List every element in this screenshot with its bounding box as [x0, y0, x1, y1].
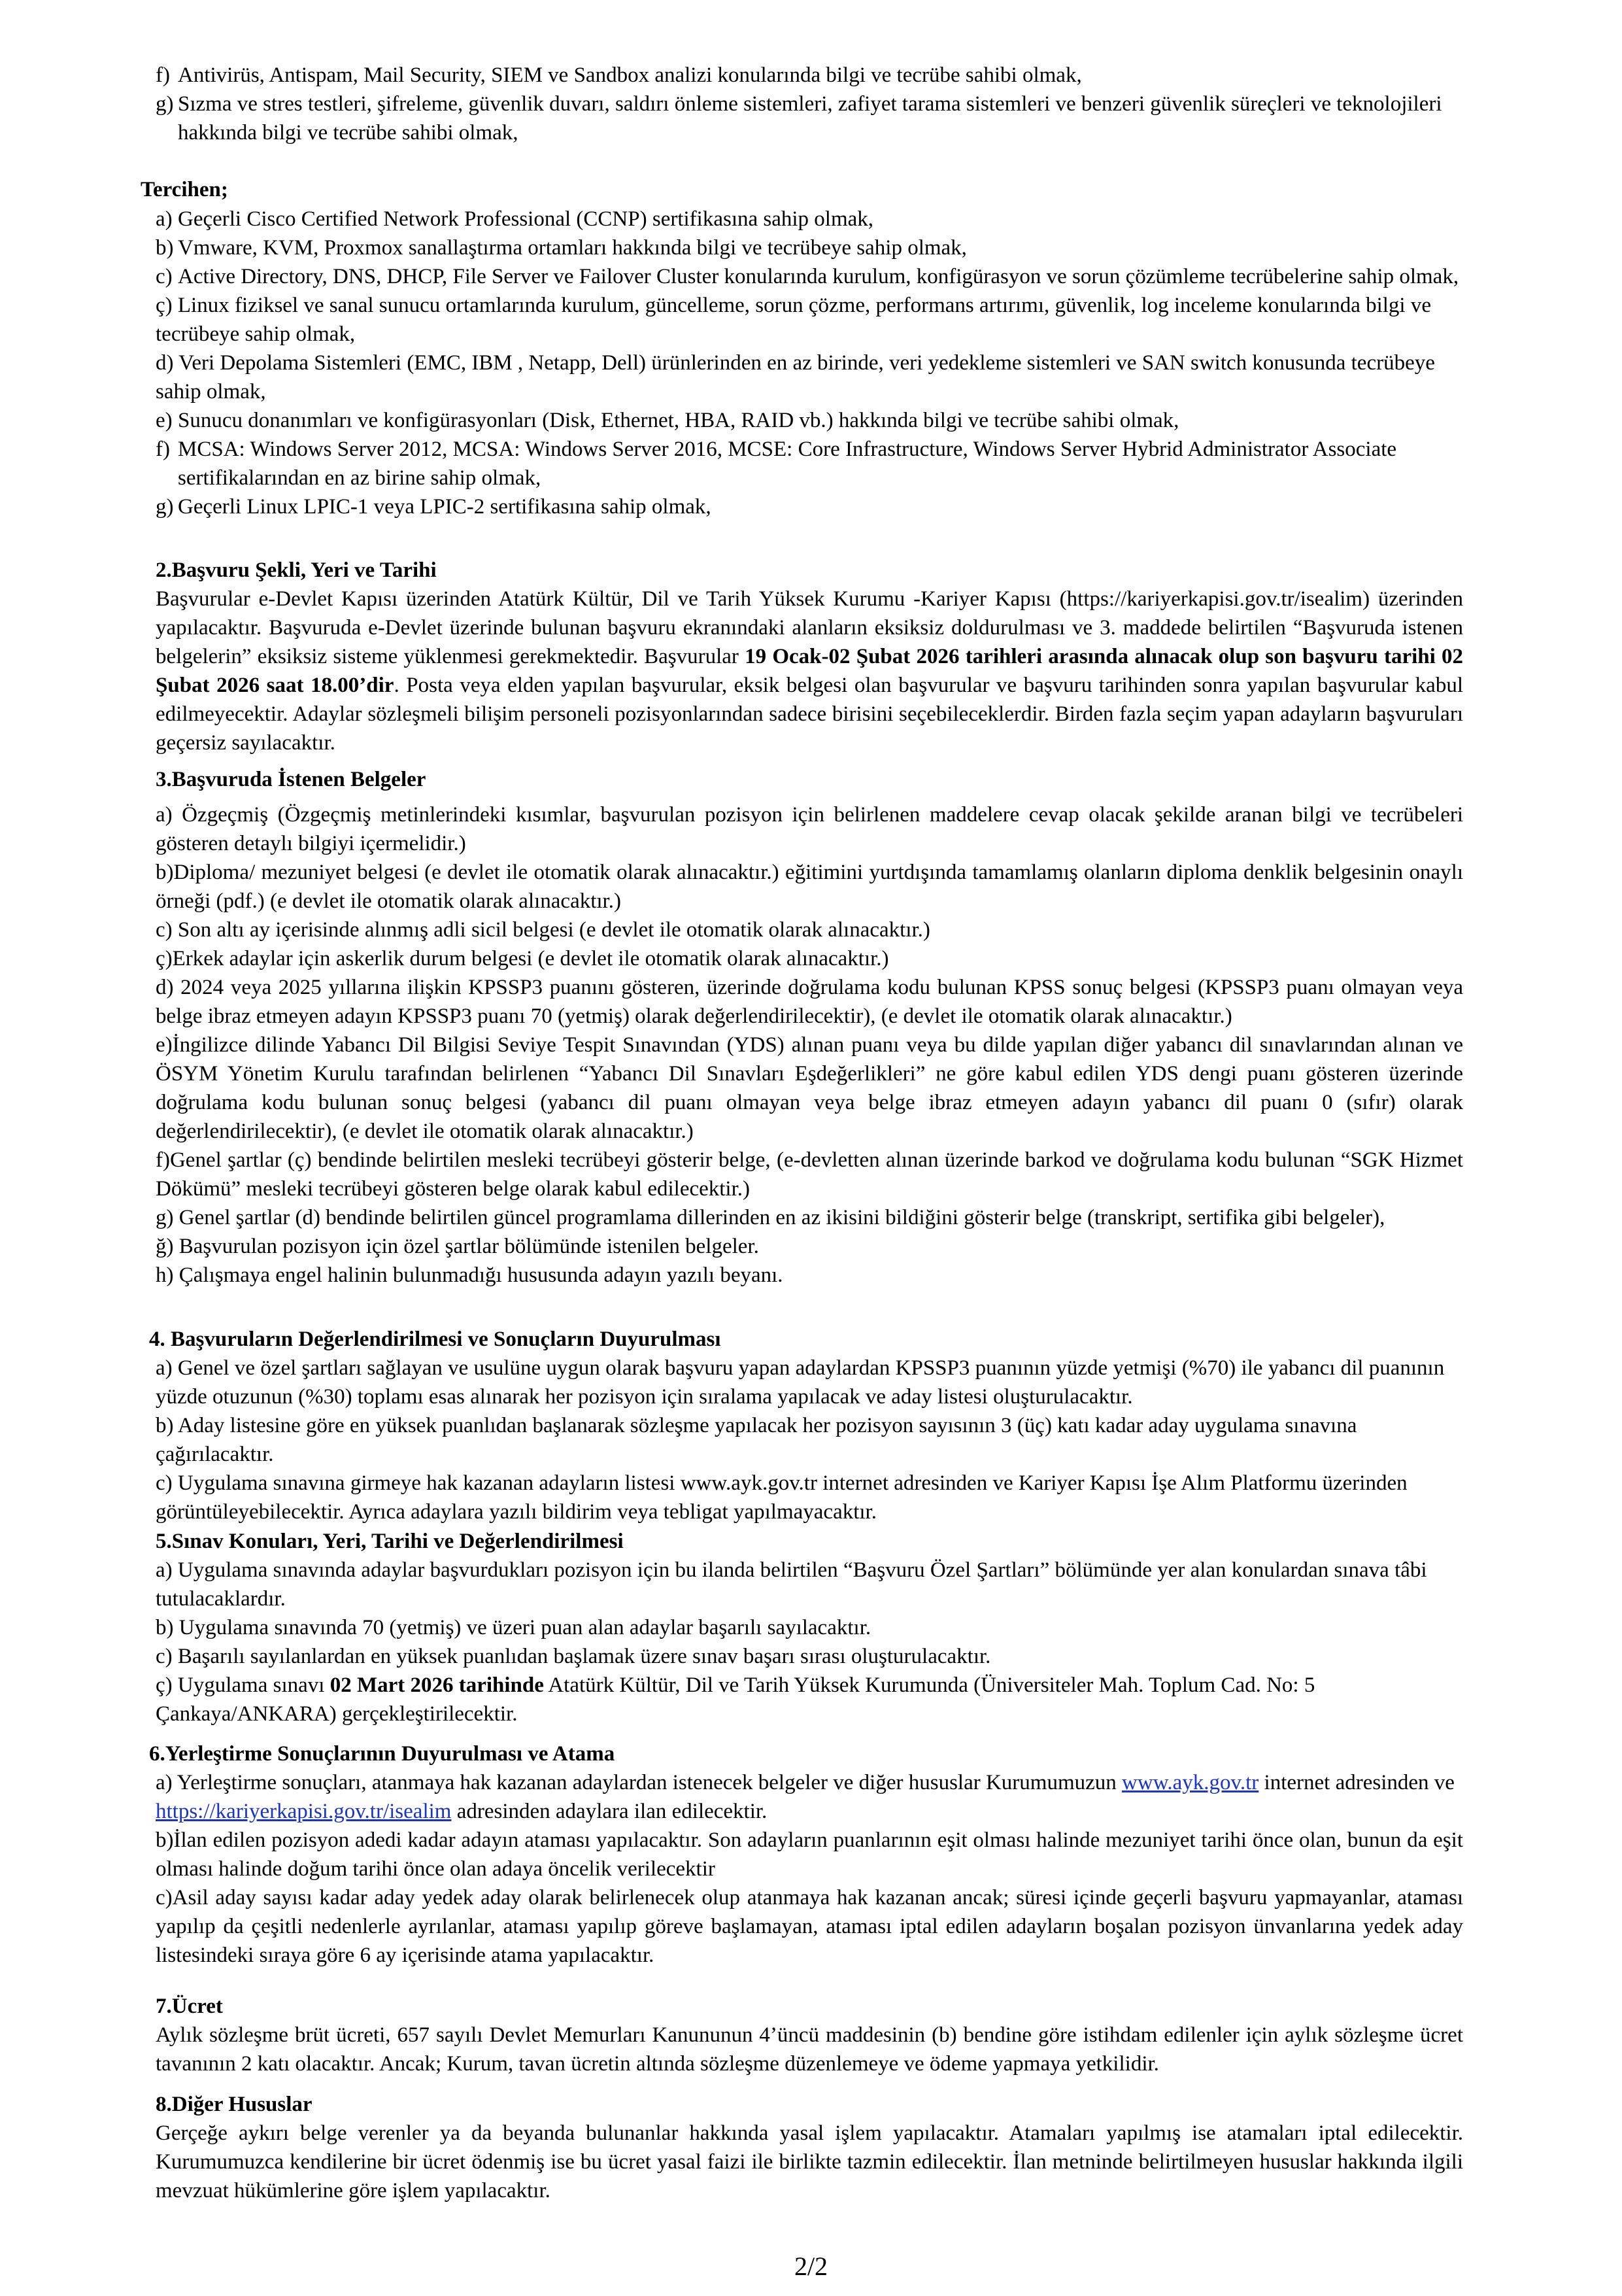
list-item: ç)Erkek adaylar için askerlik durum belgesi (e devlet ile otomatik olarak alınacaktır.) [156, 947, 889, 970]
list-item: f) MCSA: Windows Server 2012, MCSA: Windows Server 2016, MCSE: Core Infrastructure, Windows Server Hybrid Administrator Associate sertifikalarından en az birine sahip olmak, [156, 437, 1397, 490]
list-item: a) Özgeçmiş (Özgeçmiş metinlerindeki kısımlar, başvurulan pozisyon için belirlenen maddelere cevap olacak şekilde aranan bilgi ve tecrübeleri gösteren detaylı bilgiyi içermelidir.) [156, 803, 1463, 855]
list-item: f)Genel şartlar (ç) bendinde belirtilen mesleki tecrübeyi gösterir belge, (e-devletten alınan üzerinde barkod ve doğrulama kodu bulunan “SGK Hizmet Dökümü” mesleki tecrübeyi gösteren belge olarak kabul edilecektir.) [156, 1148, 1463, 1201]
preferred-list [156, 205, 1476, 521]
list-item: a) Uygulama sınavında adaylar başvurdukları pozisyon için bu ilanda belirtilen “Başvuru Özel Şartları” bölümünde yer alan konulardan sınava tâbi tutulacaklardır. [156, 1558, 1427, 1611]
list-item: c)Asil aday sayısı kadar aday yedek aday olarak belirlenecek olup atanmaya hak kazanan ancak; süresi içinde geçerli başvuru yapmayanlar, ataması yapılıp da çeşitli nedenlerle ayrılanlar, ataması yapılıp göreve başlamayan, ataması iptal edilen adayların boşalan pozisyon ünvanlarına yedek aday listesindeki sıraya göre 6 ay içerisinde atama yapılacaktır. [156, 1886, 1463, 1967]
list-item: ç) Linux fiziksel ve sanal sunucu ortamlarında kurulum, güncelleme, sorun çözme, performans artırımı, güvenlik, log inceleme konularında bilgi ve tecrübeye sahip olmak, [156, 294, 1432, 346]
section-6-body [156, 1768, 1463, 1970]
section-8-heading: 8.Diğer Hususlar [156, 2093, 313, 2116]
application-dates: 19 Ocak-02 Şubat 2026 tarihleri arasında alınacak olup son başvuru tarihi 02 Şubat 2026 saat 18.00’dir [156, 645, 1463, 697]
list-item: d) Veri Depolama Sistemleri (EMC, IBM , Netapp, Dell) ürünlerinden en az birinde, veri yedekleme sistemleri ve SAN switch konusunda tecrübeye sahip olmak, [156, 351, 1435, 403]
list-item: a) Genel ve özel şartları sağlayan ve usulüne uygun olarak başvuru yapan adaylardan KPSSP3 puanının yüzde yetmişi (%70) ile yabancı dil puanının yüzde otuzunun (%30) toplamı esas alınarak her pozisyon için sıralama yapılacak ve aday listesi oluşturulacaktır. [156, 1356, 1445, 1409]
section-5-heading: 5.Sınav Konuları, Yeri, Tarihi ve Değerlendirilmesi [156, 1530, 624, 1553]
list-item: b) Vmware, KVM, Proxmox sanallaştırma ortamları hakkında bilgi ve tecrübeye sahip olmak, [156, 236, 967, 260]
kariyerkapisi-link[interactable]: https://kariyerkapisi.gov.tr/isealim [156, 1800, 452, 1823]
section-5-list [156, 1556, 1463, 1728]
section-4-heading: 4. Başvuruların Değerlendirilmesi ve Sonuçların Duyurulması [149, 1328, 721, 1351]
section-3-heading: 3.Başvuruda İstenen Belgeler [156, 768, 426, 791]
general-requirements-continued [156, 61, 1476, 147]
list-item: a) Yerleştirme sonuçları, atanmaya hak kazanan adaylardan istenecek belgeler ve diğer hususlar Kurumumuzun www.ayk.gov.tr internet adresinden ve https://kariyerkapisi.gov.tr/isealim adresinden adaylara ilan edilecektir. [156, 1771, 1455, 1823]
list-item: ğ) Başvurulan pozisyon için özel şartlar bölümünde istenilen belgeler. [156, 1235, 759, 1258]
list-item: c) Uygulama sınavına girmeye hak kazanan adayların listesi www.ayk.gov.tr internet adresinden ve Kariyer Kapısı İşe Alım Platformu üzerinden görüntüleyebilecektir. Ayrıca adaylara yazılı bildirim veya tebligat yapılmayacaktır. [156, 1471, 1408, 1524]
list-item: b) Aday listesine göre en yüksek puanlıdan başlanarak sözleşme yapılacak her pozisyon sayısının 3 (üç) katı kadar aday uygulama sınavına çağırılacaktır. [156, 1414, 1357, 1466]
ayk-website-link[interactable]: www.ayk.gov.tr [1122, 1771, 1259, 1794]
section-7-heading: 7.Ücret [156, 1995, 223, 2018]
section-2-body: Başvurular e-Devlet Kapısı üzerinden Atatürk Kültür, Dil ve Tarih Yüksek Kurumu -Kariyer Kapısı (https://kariyerkapisi.gov.tr/isealim) üzerinden yapılacaktır. Başvuruda e-Devlet üzerinde bulunan başvuru ekranındaki alanların eksiksiz doldurulması ve 3. maddede belirtilen “Başvuruda istenen belgelerin” eksiksiz sisteme yüklenmesi gerekmektedir. Başvurular 19 Ocak-02 Şubat 2026 tarihleri arasında alınacak olup son başvuru tarihi 02 Şubat 2026 saat 18.00’dir. Posta veya elden yapılan başvurular, eksik belgesi olan başvurular ve başvuru tarihinden sonra yapılan başvurular kabul edilmeyecektir. Adaylar sözleşmeli bilişim personeli pozisyonlarından sadece birisini seçebileceklerdir. Birden fazla seçim yapan adayların başvuruları geçersiz sayılacaktır. [156, 587, 1463, 755]
section-8-body: Gerçeğe aykırı belge verenler ya da beyanda bulunanlar hakkında yasal işlem yapılacaktır. Atamaları yapılmış ise atamaları iptal edilecektir. Kurumumuzca kendilerine bir ücret ödenmiş ise bu ücret yasal faizi ile birlikte tazmin edilecektir. İlan metninde belirtilmeyen hususlar hakkında ilgili mevzuat hükümlerine göre işlem yapılacaktır. [156, 2121, 1463, 2202]
section-7-body: Aylık sözleşme brüt ücreti, 657 sayılı Devlet Memurları Kanununun 4’üncü maddesinin (b) bendine göre istihdam edilenler için aylık sözleşme ücret tavanının 2 katı olacaktır. Ancak; Kurum, tavan ücretin altında sözleşme düzenlemeye ve ödeme yapmaya yetkilidir. [156, 2023, 1463, 2076]
list-item: a) Geçerli Cisco Certified Network Professional (CCNP) sertifikasına sahip olmak, [156, 207, 874, 231]
list-item: c) Başarılı sayılanlardan en yüksek puanlıdan başlamak üzere sınav başarı sırası oluşturulacaktır. [156, 1645, 991, 1668]
section-4-list [156, 1354, 1463, 1526]
list-item: b)İlan edilen pozisyon adedi kadar adayın ataması yapılacaktır. Son adayların puanlarının eşit olması halinde mezuniyet tarihi önce olan, bunun da eşit olması halinde doğum tarihi önce olan adaya öncelik verilecektir [156, 1828, 1463, 1881]
preferred-heading: Tercihen; [141, 178, 228, 201]
list-item: d) 2024 veya 2025 yıllarına ilişkin KPSSP3 puanını gösteren, üzerinde doğrulama kodu bulunan KPSS sonuç belgesi (KPSSP3 puanı olmayan veya belge ibraz etmeyen adayın KPSSP3 puanı 70 (yetmiş) olarak değerlendirilecektir), (e devlet ile otomatik olarak alınacaktır.) [156, 976, 1463, 1028]
exam-date: 02 Mart 2026 tarihinde [329, 1673, 544, 1697]
section-6-heading: 6.Yerleştirme Sonuçlarının Duyurulması ve Atama [149, 1742, 615, 1766]
list-item: ç) Uygulama sınavı 02 Mart 2026 tarihinde Atatürk Kültür, Dil ve Tarih Yüksek Kurumunda (Üniversiteler Mah. Toplum Cad. No: 5 Çankaya/ANKARA) gerçekleştirilecektir. [156, 1673, 1315, 1726]
list-item: g) Sızma ve stres testleri, şifreleme, güvenlik duvarı, saldırı önleme sistemleri, zafiyet tarama sistemleri ve benzeri güvenlik süreçleri ve teknolojileri hakkında bilgi ve tecrübe sahibi olmak, [156, 92, 1442, 145]
list-item: b)Diploma/ mezuniyet belgesi (e devlet ile otomatik olarak alınacaktır.) eğitimini yurtdışında tamamlamış olanların diploma denklik belgesinin onaylı örneği (pdf.) (e devlet ile otomatik olarak alınacaktır.) [156, 861, 1463, 913]
list-item: f) Antivirüs, Antispam, Mail Security, SIEM ve Sandbox analizi konularında bilgi ve tecrübe sahibi olmak, [156, 63, 1082, 87]
list-item: g) Genel şartlar (d) bendinde belirtilen güncel programlama dillerinden en az ikisini bildiğini gösterir belge (transkript, sertifika gibi belgeler), [156, 1206, 1385, 1229]
section-2-heading: 2.Başvuru Şekli, Yeri ve Tarihi [156, 558, 437, 582]
section-3-list [156, 800, 1463, 1290]
list-item: e) Sunucu donanımları ve konfigürasyonları (Disk, Ethernet, HBA, RAID vb.) hakkında bilgi ve tecrübe sahibi olmak, [156, 409, 1179, 432]
list-item: g) Geçerli Linux LPIC-1 veya LPIC-2 sertifikasına sahip olmak, [156, 495, 711, 519]
list-item: b) Uygulama sınavında 70 (yetmiş) ve üzeri puan alan adaylar başarılı sayılacaktır. [156, 1616, 871, 1639]
list-item: c) Son altı ay içerisinde alınmış adli sicil belgesi (e devlet ile otomatik olarak alınacaktır.) [156, 918, 930, 942]
list-item: c) Active Directory, DNS, DHCP, File Server ve Failover Cluster konularında kurulum, konfigürasyon ve sorun çözümleme tecrübelerine sahip olmak, [156, 265, 1459, 288]
list-item: h) Çalışmaya engel halinin bulunmadığı hususunda adayın yazılı beyanı. [156, 1263, 783, 1287]
list-item: e)İngilizce dilinde Yabancı Dil Bilgisi Seviye Tespit Sınavından (YDS) alınan puanı veya bu dilde yapılan diğer yabancı dil sınavlarından alınan ve ÖSYM Yönetim Kurulu tarafından belirlenen “Yabancı Dil Sınavları Eşdeğerlikleri” ne göre kabul edilen YDS dengi puanı gösteren üzerinde doğrulama kodu bulunan sonuç belgesi (yabancı dil puanı olmayan veya belge ibraz etmeyen adayın yabancı dil puanı 0 (sıfır) olarak değerlendirilecektir), (e devlet ile otomatik olarak alınacaktır.) [156, 1033, 1463, 1143]
page-number: 2/2 [794, 2252, 828, 2281]
